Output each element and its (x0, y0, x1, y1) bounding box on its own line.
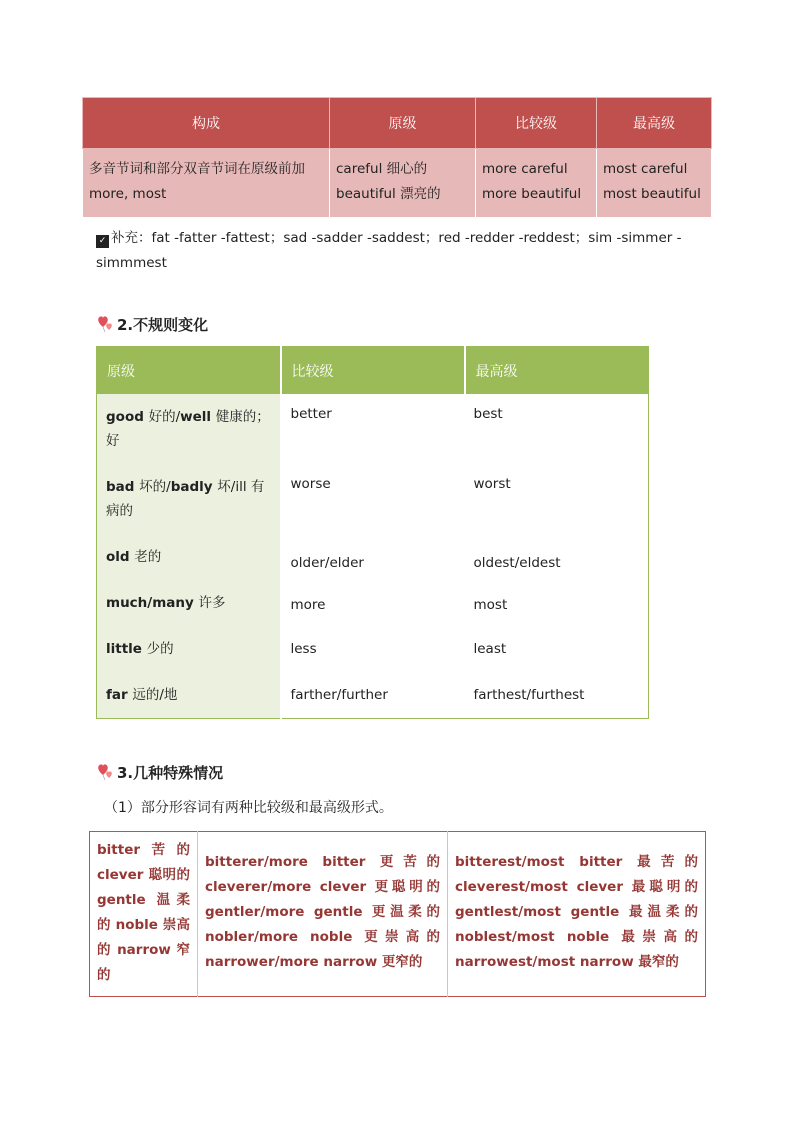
header-positive: 原级 (97, 347, 281, 395)
table-row (97, 672, 649, 718)
table-row (83, 149, 712, 218)
header-positive: 原级 (330, 98, 476, 149)
cell-comparative: older/elder (281, 534, 465, 580)
cell-positive: bitter苦的 clever 聪明的 gentle 温柔的 noble 崇高的 narrow 窄的 (97, 842, 190, 983)
cell-superlative: least (465, 626, 649, 672)
header-comparative: 比较级 (281, 347, 465, 395)
cell-composition (83, 149, 330, 218)
cell-positive: much/many 许多 (97, 580, 281, 626)
table-row (97, 580, 649, 626)
cell-positive: old 老的 (97, 534, 281, 580)
section-title: 3.几种特殊情况 (117, 764, 224, 782)
cell-superlative: best (465, 394, 649, 464)
header-comparative: 比较级 (476, 98, 597, 149)
cell-superlative: most (465, 580, 649, 626)
subsection-caption: （1）部分形容词有两种比较级和最高级形式。 (104, 800, 393, 816)
table-header-row (97, 347, 649, 395)
cell-comparative: more (281, 580, 465, 626)
supplement-note (96, 226, 696, 276)
cell-positive: far 远的/地 (97, 672, 281, 718)
checkbox-icon: ✓ (96, 235, 109, 248)
cell-comparative: worse (281, 464, 465, 534)
cell-line: careful 细心的 (336, 161, 428, 177)
cell-line: most beautiful (603, 186, 701, 202)
cell-comparative: farther/further (281, 672, 465, 718)
cell-line: most careful (603, 161, 688, 177)
cell-superlative: farthest/furthest (465, 672, 649, 718)
section-heading-special-cases (96, 761, 223, 785)
balloon-heart-icon (96, 761, 116, 781)
cell-positive: little 少的 (97, 626, 281, 672)
cell-positive: good 好的/well 健康的；好 (97, 394, 281, 464)
cell-comparative: bitterer/more bitter 更苦的 cleverer/more clever 更聪明的 gentler/more gentle 更温柔的 nobler/more noble 更崇高的 narrower/more narrow 更窄的 (198, 832, 448, 997)
header-superlative: 最高级 (465, 347, 649, 395)
cell-superlative: oldest/eldest (465, 534, 649, 580)
header-composition: 构成 (83, 98, 330, 149)
supplement-text: 补充：fat -fatter -fattest；sad -sadder -saddest；red -redder -reddest；sim -simmer -simmmest (96, 230, 682, 271)
cell-line: 多音节词和部分双音节词在原级前加 (89, 161, 305, 177)
cell-superlative: bitterest/most bitter 最苦的 cleverest/most clever 最聪明的 gentlest/most gentle 最温柔的 noblest/most noble 最崇高的 narrowest/most narrow 最窄的 (448, 832, 706, 997)
table-header-row (83, 98, 712, 149)
section-title: 2.不规则变化 (117, 316, 209, 334)
cell-comparative (476, 149, 597, 218)
cell-line: more, most (89, 186, 167, 202)
two-forms-table (89, 831, 706, 997)
table-row (97, 464, 649, 534)
cell-line: beautiful 漂亮的 (336, 186, 441, 202)
irregular-forms-table (96, 346, 649, 719)
cell-comparative: better (281, 394, 465, 464)
cell-line: more beautiful (482, 186, 582, 202)
section-heading-irregular (96, 313, 208, 337)
cell-superlative (597, 149, 712, 218)
cell-line: more careful (482, 161, 568, 177)
cell-positive: bad 坏的/badly 坏/ill 有病的 (97, 464, 281, 534)
cell-superlative: worst (465, 464, 649, 534)
comparison-table-multisyllable (82, 97, 712, 218)
table-row (97, 394, 649, 464)
table-row (97, 626, 649, 672)
table-row (97, 534, 649, 580)
balloon-heart-icon (96, 313, 116, 333)
header-superlative: 最高级 (597, 98, 712, 149)
table-row (90, 832, 706, 997)
cell-positive (330, 149, 476, 218)
cell-comparative: less (281, 626, 465, 672)
